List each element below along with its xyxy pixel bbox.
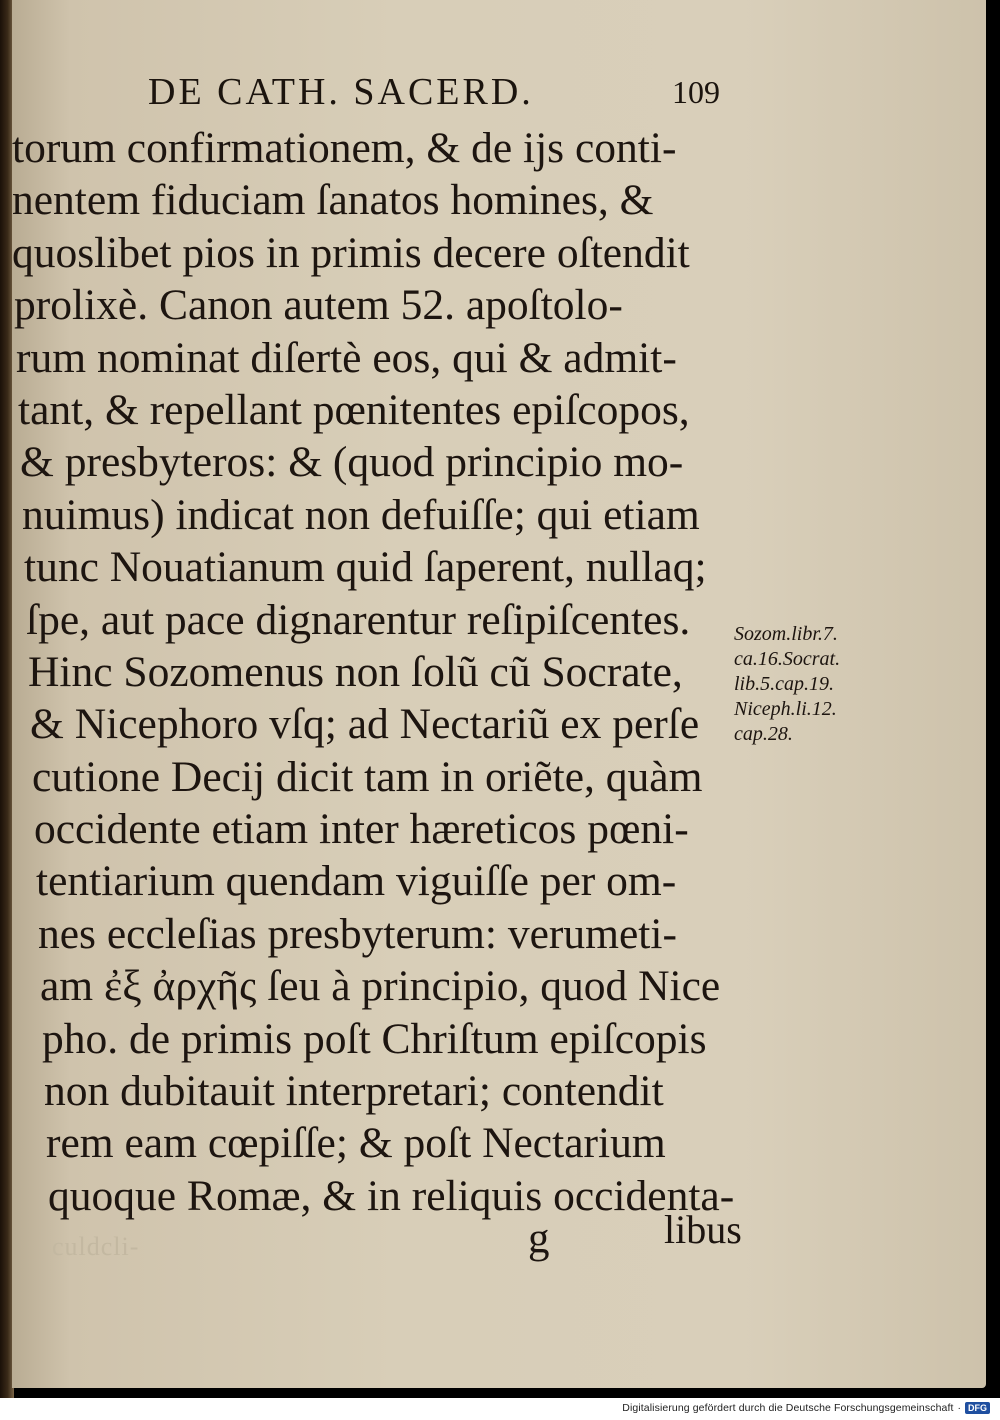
text-line: & Nicephoro vſq; ad Nectariũ ex perſe [30,700,700,749]
text-line: tunc Nouatianum quid ſaperent, nullaq; [24,543,707,592]
text-line: nuimus) indicat non defuiſſe; qui etiam [22,490,700,539]
text-line: & presbyteros: & (quod principio mo- [20,438,684,487]
text-line: Hinc Sozomenus non ſolũ cũ Socrate, [28,647,683,696]
text-line: prolixè. Canon autem 52. apoſtolo- [14,281,623,330]
page-number: 109 [672,74,720,110]
catchword: libus [664,1207,742,1252]
text-line: occidente etiam inter hæreticos pœni- [34,805,689,854]
text-line: quoslibet pios in primis decere oſtendit [12,228,690,277]
text-line: rum nominat diſertè eos, qui & admit- [16,333,677,382]
marginal-note-line: Niceph.li.12. [734,698,837,720]
text-line: ſpe, aut pace dignarentur reſipiſcentes. [26,595,691,644]
text-line: quoque Romæ, & in reliquis occidenta- [48,1171,735,1220]
signature-mark: g [528,1215,550,1262]
text-line: cutione Decij dicit tam in oriẽte, quàm [32,752,703,801]
running-head: DE CATH. SACERD. [148,71,534,113]
text-line: tentiarium quendam viguiſſe per om- [36,857,677,906]
book-page [12,0,986,1388]
body-text [12,122,772,1222]
funding-credit: Digitalisierung gefördert durch die Deutsche Forschungsgemeinschaft [622,1402,954,1414]
text-line: rem eam cœpiſſe; & poſt Nectarium [46,1119,666,1168]
marginal-note [734,622,894,747]
text-line: non dubitauit interpretari; contendit [44,1067,664,1116]
bleed-through-text: culdcli- [52,1232,140,1261]
dfg-logo-icon: DFG [965,1402,990,1414]
marginal-note-line: lib.5.cap.19. [734,673,834,695]
marginal-note-line: Sozom.libr.7. [734,623,838,645]
marginal-note-line: ca.16.Socrat. [734,648,841,670]
separator: · [957,1402,961,1414]
text-line: nentem fiduciam ſanatos homines, & [12,176,654,225]
text-line: am ἐξ ἀρχῆς ſeu à principio, quod Nice [40,962,721,1011]
marginal-note-line: cap.28. [734,723,793,745]
text-line: pho. de primis poſt Chriſtum epiſcopis [42,1014,707,1063]
text-line: tant, & repellant pœnitentes epiſcopos, [18,385,690,434]
text-line: nes eccleſias presbyterum: verumeti- [38,909,677,958]
text-line: torum confirmationem, & de ijs conti- [12,124,677,172]
digitization-footer [622,1402,990,1414]
